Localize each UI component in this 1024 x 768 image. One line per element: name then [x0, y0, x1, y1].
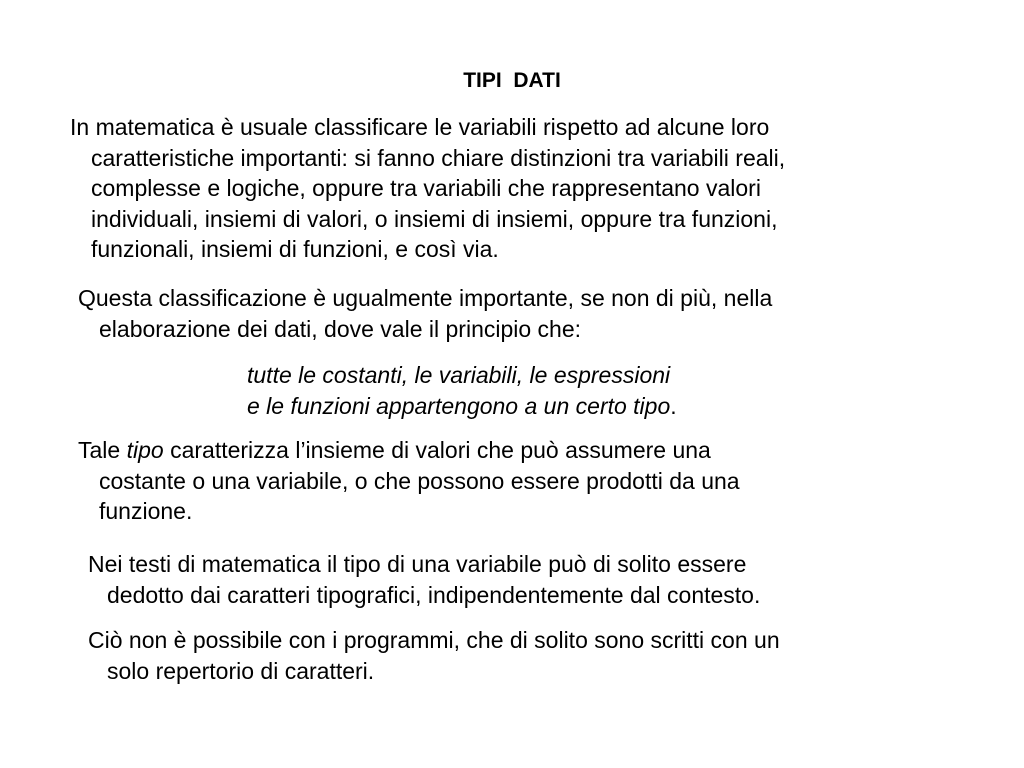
paragraph-line: costante o una variabile, o che possono essere prodotti da una: [99, 467, 740, 494]
slide-title: TIPI DATI: [463, 69, 561, 92]
paragraph-programs: [88, 625, 780, 686]
paragraph-data-processing: [78, 283, 772, 344]
emphasis-tipo: tipo: [126, 437, 164, 463]
principle-line: [247, 391, 677, 422]
paragraph-line: funzione.: [99, 498, 193, 524]
paragraph-math-texts: [88, 549, 760, 610]
principle-period: .: [670, 392, 677, 419]
principle-quote: [247, 360, 677, 421]
text-fragment: caratterizza l’insieme di valori che può assumere una: [163, 437, 711, 463]
paragraph-line: caratteristiche importanti: si fanno chiare distinzioni tra variabili reali,: [91, 144, 786, 171]
paragraph-line: individuali, insiemi di valori, o insiemi di insiemi, oppure tra funzioni,: [91, 205, 778, 232]
paragraph-line: dedotto dai caratteri tipografici, indipendentemente dal contesto.: [107, 581, 761, 608]
text-fragment: Tale: [78, 437, 127, 463]
paragraph-line: Nei testi di matematica il tipo di una variabile può di solito essere: [88, 551, 747, 577]
paragraph-line: solo repertorio di caratteri.: [107, 657, 375, 684]
paragraph-line: Questa classificazione è ugualmente importante, se non di più, nella: [78, 285, 773, 311]
paragraph-classification-intro: [70, 112, 785, 265]
paragraph-line: In matematica è usuale classificare le variabili rispetto ad alcune loro: [70, 114, 770, 140]
principle-line: tutte le costanti, le variabili, le espressioni: [247, 362, 671, 388]
paragraph-line: elaborazione dei dati, dove vale il principio che:: [99, 315, 582, 342]
paragraph-line: [78, 435, 740, 466]
paragraph-type-definition: [78, 435, 740, 527]
paragraph-line: Ciò non è possibile con i programmi, che di solito sono scritti con un: [88, 627, 780, 653]
paragraph-line: funzionali, insiemi di funzioni, e così via.: [91, 236, 499, 262]
paragraph-line: complesse e logiche, oppure tra variabili che rappresentano valori: [91, 175, 761, 201]
principle-text: e le funzioni appartengono a un certo tipo: [247, 392, 671, 419]
